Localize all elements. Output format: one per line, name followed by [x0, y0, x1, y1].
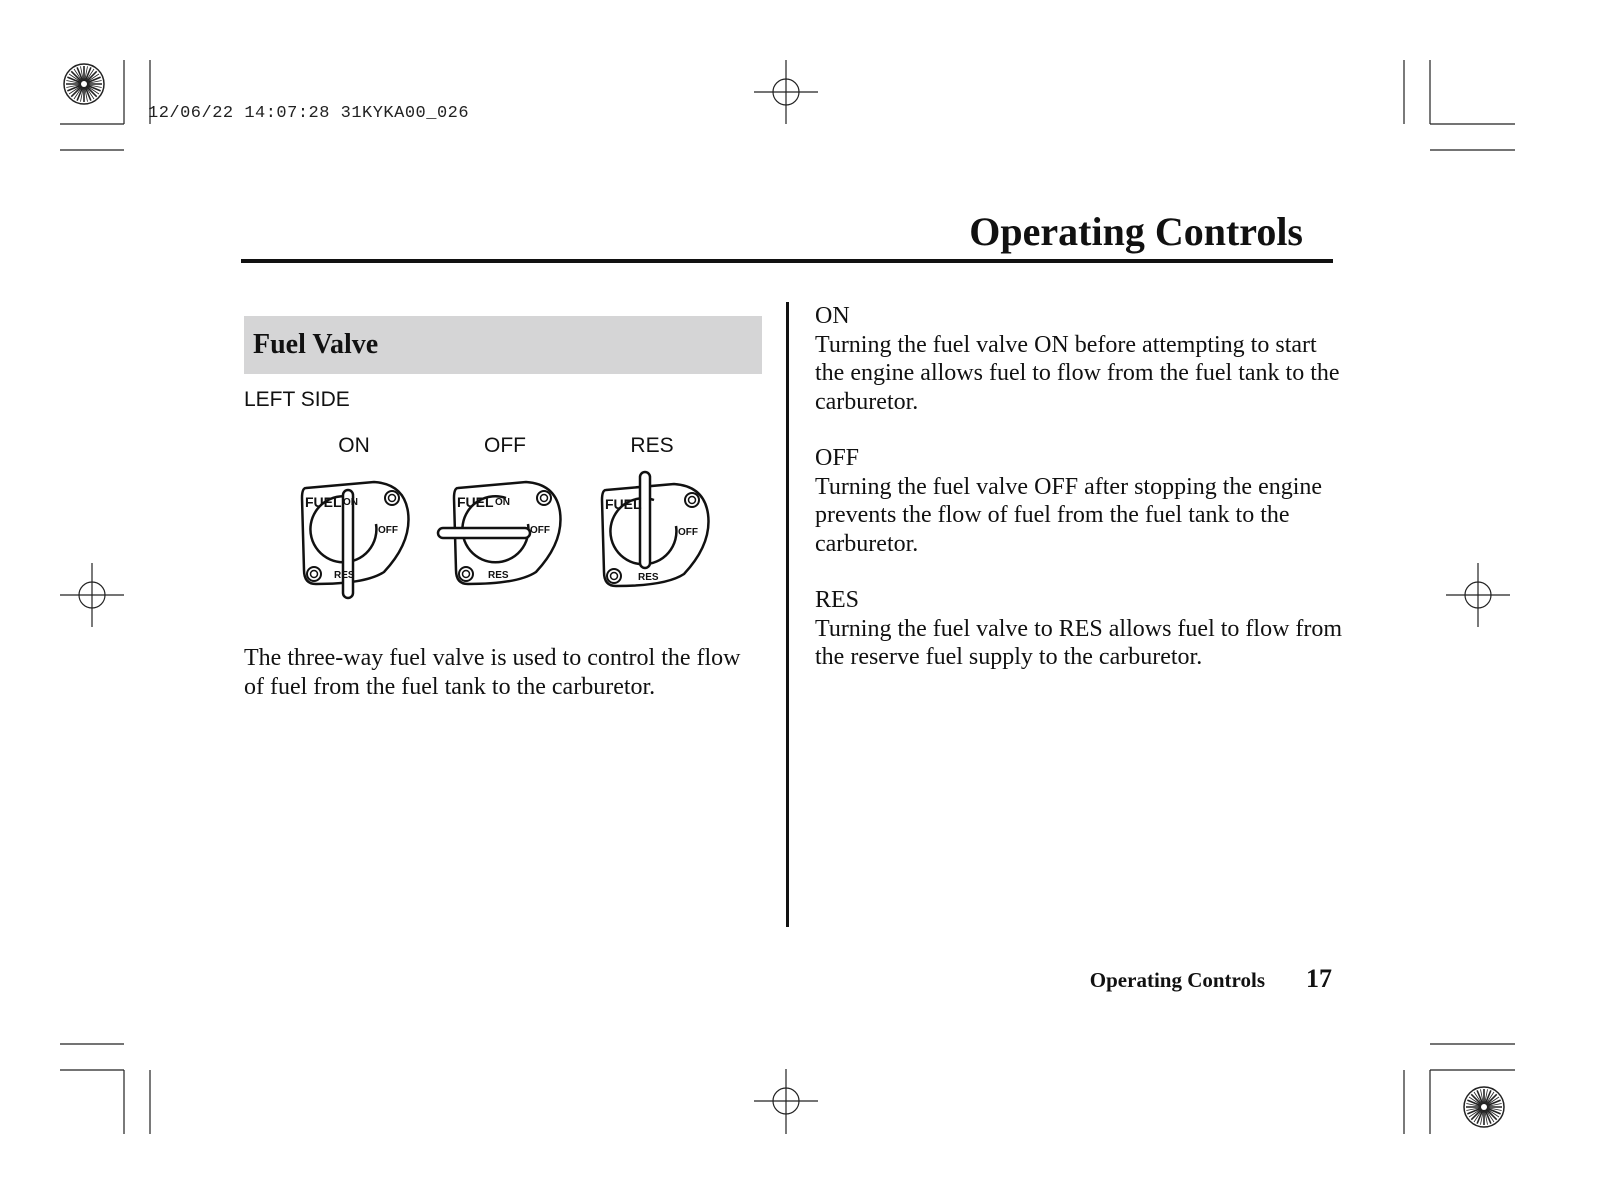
valve-fuel-marking: FUEL [457, 494, 494, 510]
description-heading: ON [815, 303, 850, 329]
position-label-on: ON [338, 434, 370, 457]
fuel-valve-off-illustration [436, 472, 576, 600]
valve-res-marking: RES [638, 572, 659, 583]
registration-target-right [1446, 563, 1510, 627]
section-heading: Fuel Valve [253, 329, 379, 360]
print-timestamp: 12/06/22 14:07:28 31KYKA00_026 [148, 104, 470, 123]
description-res [815, 586, 1345, 672]
valve-off-marking: OFF [678, 527, 698, 538]
valve-on-marking: ON [495, 497, 510, 508]
description-heading: OFF [815, 445, 860, 471]
description-text: Turning the fuel valve OFF after stopping the engine prevents the flow of fuel from the fuel tank to the carburetor. [815, 473, 1323, 557]
valve-fuel-marking: FUEL [305, 494, 342, 510]
description-on [815, 302, 1345, 416]
valve-res-marking: RES [334, 570, 355, 581]
column-divider [786, 302, 789, 927]
footer-section-name: Operating Controls [1089, 968, 1265, 992]
fuel-valve-on-illustration [296, 472, 424, 600]
valve-fuel-marking: FUEL [605, 496, 642, 512]
valve-off-marking: OFF [530, 525, 550, 536]
registration-target-bottom [754, 1069, 818, 1134]
title-rule [241, 259, 1333, 263]
position-label-res: RES [630, 434, 674, 457]
page-title: Operating Controls [969, 209, 1303, 254]
valve-off-marking: OFF [378, 525, 398, 536]
figure-label: LEFT SIDE [244, 388, 350, 411]
starburst-mark-bottom-right [1464, 1087, 1504, 1127]
registration-target-left [60, 563, 124, 627]
description-heading: RES [815, 587, 860, 613]
registration-target-top [754, 60, 818, 124]
description-text: Turning the fuel valve to RES allows fuel to flow from the reserve fuel supply to the carburetor. [815, 615, 1343, 670]
valve-res-marking: RES [488, 570, 509, 581]
fuel-valve-res-illustration [596, 470, 724, 600]
valve-on-marking: ON [343, 497, 358, 508]
description-text: Turning the fuel valve ON before attempting to start the engine allows fuel to flow from the fuel tank to the carburetor. [815, 331, 1340, 415]
intro-paragraph: The three-way fuel valve is used to control the flow of fuel from the fuel tank to the carburetor. [244, 645, 741, 700]
description-off [815, 444, 1345, 558]
section-heading-box [244, 316, 762, 374]
starburst-mark-top-left [64, 64, 104, 104]
position-label-off: OFF [484, 434, 526, 457]
page-number: 17 [1306, 964, 1332, 993]
